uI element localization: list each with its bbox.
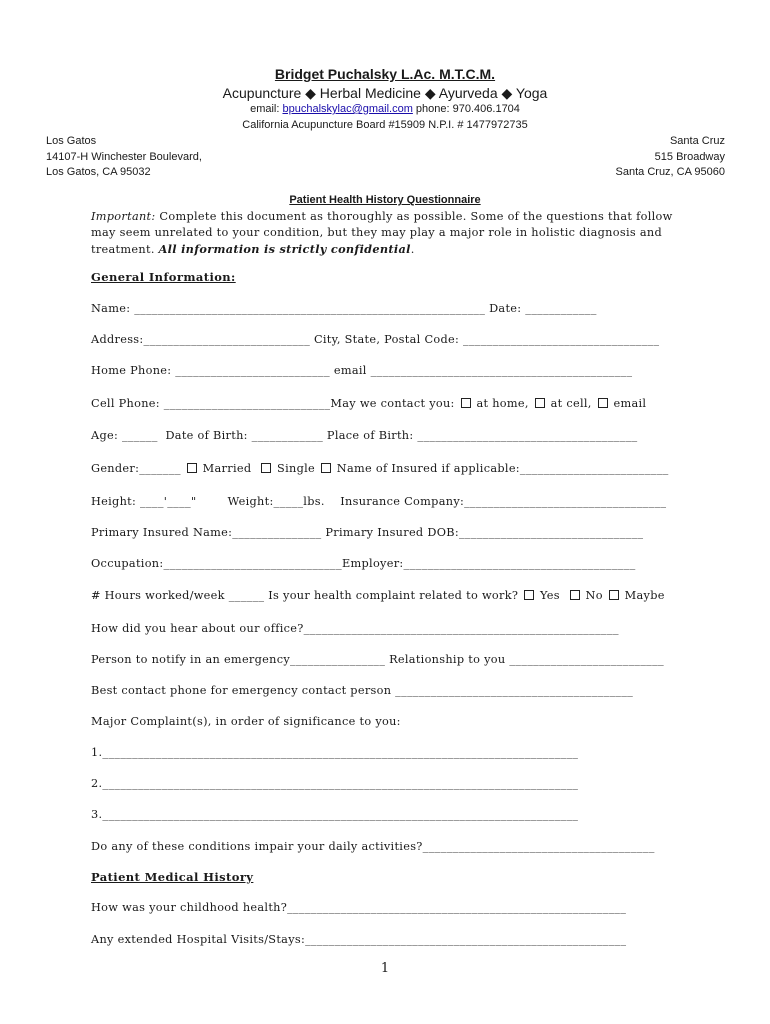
form-title: Patient Health History Questionnaire <box>289 194 481 206</box>
license-line: California Acupuncture Board #15909 N.P.I. # 1477972735 <box>242 119 528 131</box>
hours-row <box>91 589 665 602</box>
hours-field[interactable]: # Hours worked/week ______ Is your health complaint related to work? <box>91 589 523 602</box>
maybe-label: Maybe <box>620 589 665 602</box>
email-label: email: <box>250 103 283 115</box>
emergency-contact-field[interactable]: Person to notify in an emergency________________ Relationship to you __________________________ <box>91 653 665 666</box>
cell-phone-row <box>91 397 646 410</box>
complaint-3-field[interactable]: 3.________________________________________________________________________________ <box>91 808 579 821</box>
height-weight-field[interactable]: Height: ____'____" Weight:_____lbs. Insurance Company:__________________________________ <box>91 495 667 508</box>
intro-end: . <box>410 243 415 256</box>
married-label: Married <box>198 462 260 475</box>
office-street: 515 Broadway <box>654 150 725 163</box>
single-checkbox[interactable] <box>261 463 271 473</box>
phone-text: phone: 970.406.1704 <box>412 103 520 115</box>
office-citystatezip: Santa Cruz, CA 95060 <box>615 166 725 178</box>
intro-text: Complete this document as thoroughly as possible. Some of the questions that follow may seem unrelated to your condition, but they may play a major role in holistic diagnosis and treatment. <box>91 210 673 256</box>
single-label: Single <box>273 462 319 475</box>
address-field[interactable]: Address:____________________________ City, State, Postal Code: _________________________________ <box>91 333 660 346</box>
primary-insured-field[interactable]: Primary Insured Name:_______________ Primary Insured DOB:_______________________________ <box>91 526 644 539</box>
office-los-gatos <box>46 134 202 181</box>
yes-label: Yes <box>536 589 568 602</box>
no-checkbox[interactable] <box>570 590 580 600</box>
contact-home-checkbox[interactable] <box>461 398 471 408</box>
office-santa-cruz <box>616 134 725 181</box>
cell-phone-field[interactable]: Cell Phone: ____________________________May we contact you: <box>91 397 455 410</box>
section-general-information: General Information: <box>91 270 236 284</box>
email-link[interactable]: bpuchalskylac@gmail.com <box>282 103 413 115</box>
page-number: 1 <box>380 961 390 976</box>
section-patient-medical-history: Patient Medical History <box>91 870 254 884</box>
home-phone-email-field[interactable]: Home Phone: __________________________ email ____________________________________________ <box>91 364 633 377</box>
specialties-line: Acupuncture ◆ Herbal Medicine ◆ Ayurveda ◆ Yoga <box>222 85 548 101</box>
impair-activities-field[interactable]: Do any of these conditions impair your daily activities?_______________________________________ <box>91 840 655 853</box>
office-city: Santa Cruz <box>669 135 725 147</box>
name-date-field[interactable]: Name: ___________________________________________________________ Date: ____________ <box>91 302 597 315</box>
yes-checkbox[interactable] <box>524 590 534 600</box>
contact-cell-label: at cell, <box>546 397 596 410</box>
gender-field[interactable]: Gender:_______ <box>91 462 185 475</box>
age-dob-field[interactable]: Age: ______ Date of Birth: ____________ Place of Birth: _____________________________________ <box>91 429 638 442</box>
no-label: No <box>581 589 607 602</box>
insured-checkbox[interactable] <box>321 463 331 473</box>
emergency-phone-field[interactable]: Best contact phone for emergency contact person ________________________________________ <box>91 684 634 697</box>
hear-about-field[interactable]: How did you hear about our office?_____________________________________________________ <box>91 622 619 635</box>
hospital-visits-field[interactable]: Any extended Hospital Visits/Stays:______________________________________________________ <box>91 933 627 946</box>
intro-paragraph <box>91 209 691 258</box>
practitioner-name: Bridget Puchalsky L.Ac. M.T.C.M. <box>274 66 496 82</box>
complaint-2-field[interactable]: 2.________________________________________________________________________________ <box>91 777 579 790</box>
office-city: Los Gatos <box>46 135 97 147</box>
maybe-checkbox[interactable] <box>609 590 619 600</box>
childhood-health-field[interactable]: How was your childhood health?_________________________________________________________ <box>91 901 627 914</box>
intro-important: Important: <box>91 210 156 223</box>
contact-cell-checkbox[interactable] <box>535 398 545 408</box>
intro-confidential: All information is strictly confidential <box>158 242 411 256</box>
occupation-field[interactable]: Occupation:______________________________Employer:_______________________________________ <box>91 557 636 570</box>
contact-line <box>0 103 770 115</box>
contact-email-label: email <box>609 397 647 410</box>
married-checkbox[interactable] <box>187 463 197 473</box>
contact-home-label: at home, <box>472 397 533 410</box>
complaint-1-field[interactable]: 1.________________________________________________________________________________ <box>91 746 579 759</box>
contact-email-checkbox[interactable] <box>598 398 608 408</box>
gender-row <box>91 462 669 475</box>
office-citystatezip: Los Gatos, CA 95032 <box>46 166 151 178</box>
office-street: 14107-H Winchester Boulevard, <box>46 150 202 163</box>
insured-field[interactable]: Name of Insured if applicable:_________________________ <box>332 462 669 475</box>
major-complaints-label: Major Complaint(s), in order of significance to you: <box>91 715 401 728</box>
